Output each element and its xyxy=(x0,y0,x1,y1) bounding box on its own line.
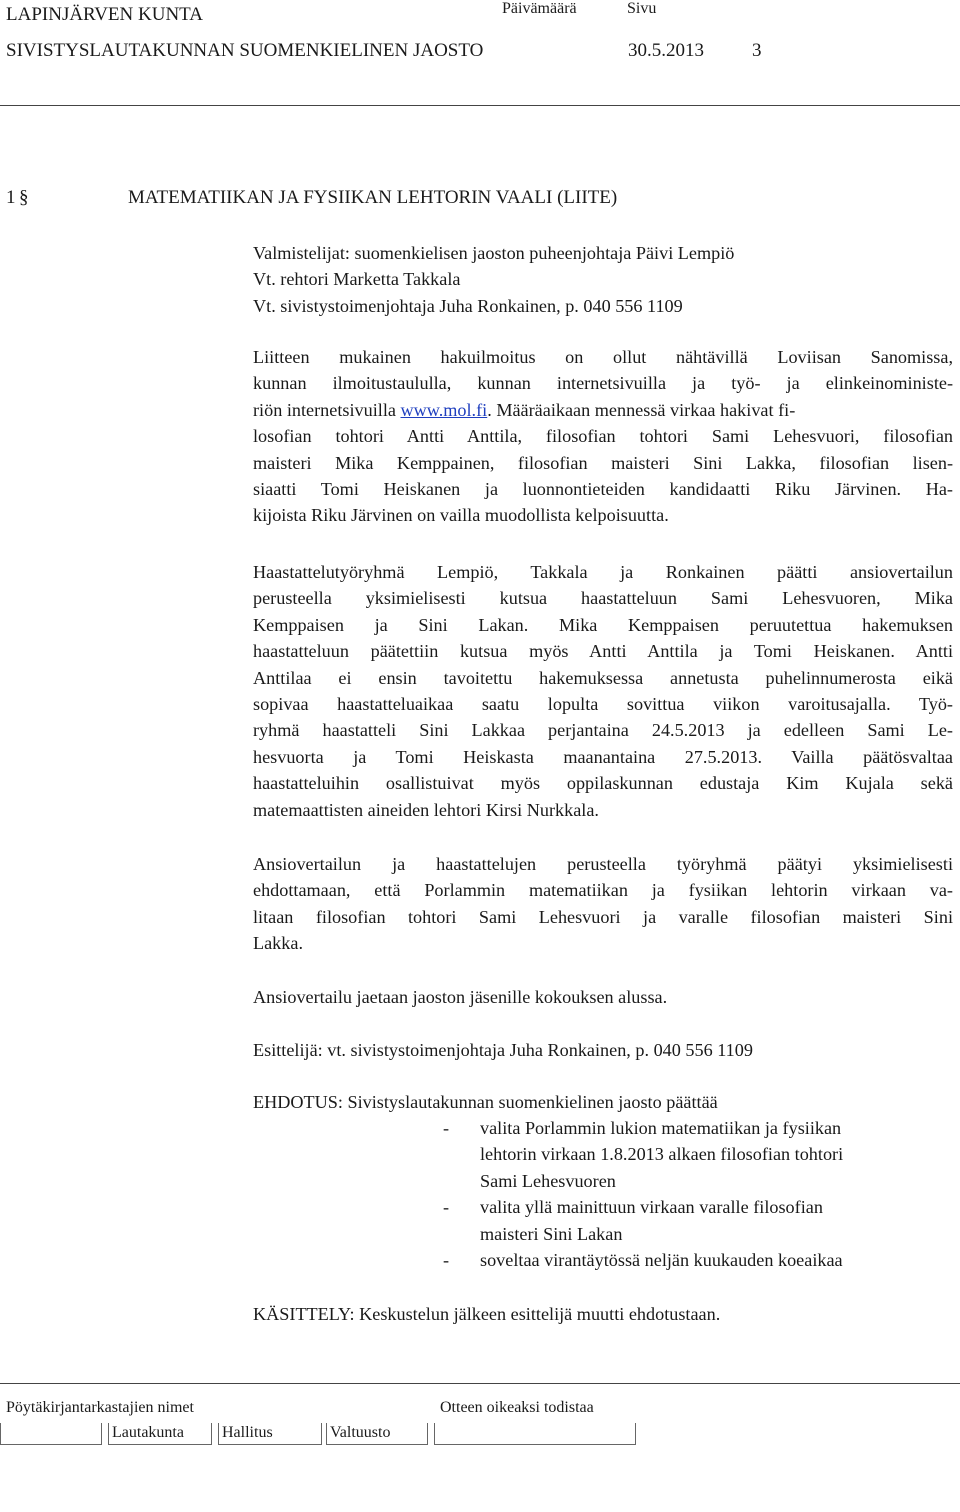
paragraph-line: litaan filosofian tohtori Sami Lehesvuori ja varalle filosofian maisteri Sini xyxy=(253,906,953,927)
page-number: 3 xyxy=(752,40,762,61)
preparers-block xyxy=(253,240,953,319)
link-prefix: riön internetsivuilla xyxy=(253,399,401,420)
link-suffix: . Määräaikaan mennessä virkaa hakivat fi- xyxy=(487,399,796,420)
list-dash: - xyxy=(443,1197,450,1218)
paragraph-line: Ansiovertailun ja haastattelujen perusteella työryhmä päätyi yksimielisesti xyxy=(253,854,953,874)
proposal-item-line: soveltaa virantäytössä neljän kuukauden koeaikaa xyxy=(480,1250,843,1271)
valtuusto-label: Valtuusto xyxy=(330,1424,391,1441)
paragraph-announcement xyxy=(253,344,953,529)
paragraph-line-with-link xyxy=(253,397,953,423)
proposal-item xyxy=(443,1247,843,1273)
paragraph-line: losofian tohtori Antti Anttila, filosofian tohtori Sami Lehesvuori, filosofian xyxy=(253,426,953,447)
paragraph-line: perusteella yksimielisesti kutsua haastatteluun Sami Lehesvuoren, Mika xyxy=(253,588,953,609)
paragraph-line: maisteri Mika Kemppainen, filosofian maisteri Sini Lakka, filosofian lisen- xyxy=(253,452,953,473)
proposal-item-line: Sami Lehesvuoren xyxy=(480,1170,616,1191)
signature-box xyxy=(218,1423,322,1445)
paragraph-conclusion xyxy=(253,851,953,957)
presenter-line xyxy=(253,1037,953,1063)
department-name: SIVISTYSLAUTAKUNNAN SUOMENKIELINEN JAOSTO xyxy=(6,40,484,61)
paragraph-interviews xyxy=(253,559,953,823)
hallitus-label: Hallitus xyxy=(222,1424,273,1441)
section-sign: § xyxy=(19,187,29,208)
document-date: 30.5.2013 xyxy=(628,40,704,61)
signature-box xyxy=(434,1423,636,1445)
paragraph-line: kunnan ilmoitustaululla, kunnan internetsivuilla ja työ- ja elinkeinoministe- xyxy=(253,373,953,394)
paragraph-line: ehdottamaan, että Porlammin matematiikan ja fysiikan lehtorin virkaan va- xyxy=(253,880,953,901)
section-number: 1 xyxy=(6,187,16,208)
lautakunta-label: Lautakunta xyxy=(112,1424,184,1441)
paragraph-line: haastatteluihin osallistuivat myös oppilaskunnan edustaja Kim Kujala sekä xyxy=(253,773,953,794)
footer-divider xyxy=(0,1383,960,1384)
reviewers-label: Pöytäkirjantarkastajien nimet xyxy=(6,1399,194,1416)
proposal-item-line: maisteri Sini Lakan xyxy=(480,1223,623,1244)
paragraph-line: haastatteluun päätettiin kutsua myös Antti Anttila ja Tomi Heiskanen. Antti xyxy=(253,641,953,662)
proposal-item xyxy=(443,1115,843,1194)
list-dash: - xyxy=(443,1118,450,1138)
proposal-item-line: valita Porlammin lukion matematiikan ja fysiikan xyxy=(480,1118,842,1138)
proposal-item-line: valita yllä mainittuun virkaan varalle filosofian xyxy=(480,1197,823,1218)
signature-box xyxy=(108,1423,212,1445)
list-dash: - xyxy=(443,1250,450,1271)
paragraph-line: sopivaa haastatteluaikaa saatu lopulta sovittua viikon varoitusajalla. Työ- xyxy=(253,694,953,715)
paragraph-line: Ansiovertailu jaetaan jaoston jäsenille kokouksen alussa. xyxy=(253,987,668,1007)
paragraph-line: Haastattelutyöryhmä Lempiö, Takkala ja Ronkainen päätti ansiovertailun xyxy=(253,562,953,582)
section-title: MATEMATIIKAN JA FYSIIKAN LEHTORIN VAALI (LIITE) xyxy=(128,187,618,208)
proposal-item-line: lehtorin virkaan 1.8.2013 alkaen filosofian tohtori xyxy=(480,1144,844,1165)
proposal-item xyxy=(443,1194,843,1247)
paragraph-line: Liitteen mukainen hakuilmoitus on ollut nähtävillä Loviisan Sanomissa, xyxy=(253,347,953,367)
paragraph-line: ryhmä haastatteli Sini Lakkaa perjantaina 24.5.2013 ja edelleen Sami Le- xyxy=(253,720,953,741)
paragraph-line: siaatti Tomi Heiskanen ja luonnontieteiden kandidaatti Riku Järvinen. Ha- xyxy=(253,479,953,500)
paragraph-line: Anttilaa ei ensin tavoitettu hakemuksessa annetusta puhelinnumerosta eikä xyxy=(253,667,953,688)
organization-name: LAPINJÄRVEN KUNTA xyxy=(6,4,203,25)
mol-link[interactable]: www.mol.fi xyxy=(400,399,488,420)
paragraph-line: matemaattisten aineiden lehtori Kirsi Nurkkala. xyxy=(253,799,599,820)
paragraph-line: kijoista Riku Järvinen on vailla muodollista kelpoisuutta. xyxy=(253,505,669,526)
certify-label: Otteen oikeaksi todistaa xyxy=(440,1399,594,1416)
proposal-lead xyxy=(253,1089,953,1115)
paragraph-line: hesvuorta ja Tomi Heiskasta maanantaina 27.5.2013. Vailla päätösvaltaa xyxy=(253,746,953,767)
date-label: Päivämäärä xyxy=(502,0,577,17)
handling-text: KÄSITTELY: Keskustelun jälkeen esittelijä muutti ehdotustaan. xyxy=(253,1304,721,1324)
paragraph-line: Kemppaisen ja Sini Lakan. Mika Kemppaisen peruutettua hakemuksen xyxy=(253,614,953,635)
paragraph-line: Lakka. xyxy=(253,933,303,954)
paragraph-distribution xyxy=(253,984,953,1010)
preparer-line: Valmistelijat: suomenkielisen jaoston puheenjohtaja Päivi Lempiö xyxy=(253,243,735,263)
presenter-text: Esittelijä: vt. sivistystoimenjohtaja Juha Ronkainen, p. 040 556 1109 xyxy=(253,1040,753,1060)
preparer-line: Vt. rehtori Marketta Takkala xyxy=(253,269,461,290)
proposal-list xyxy=(443,1115,843,1273)
proposal-lead-text: EHDOTUS: Sivistyslautakunnan suomenkielinen jaosto päättää xyxy=(253,1092,718,1112)
signature-box xyxy=(326,1423,428,1445)
page-label: Sivu xyxy=(627,0,657,17)
signature-box xyxy=(0,1423,102,1445)
header-divider xyxy=(0,105,960,106)
handling-line xyxy=(253,1301,953,1327)
preparer-line: Vt. sivistystoimenjohtaja Juha Ronkainen, p. 040 556 1109 xyxy=(253,295,683,316)
